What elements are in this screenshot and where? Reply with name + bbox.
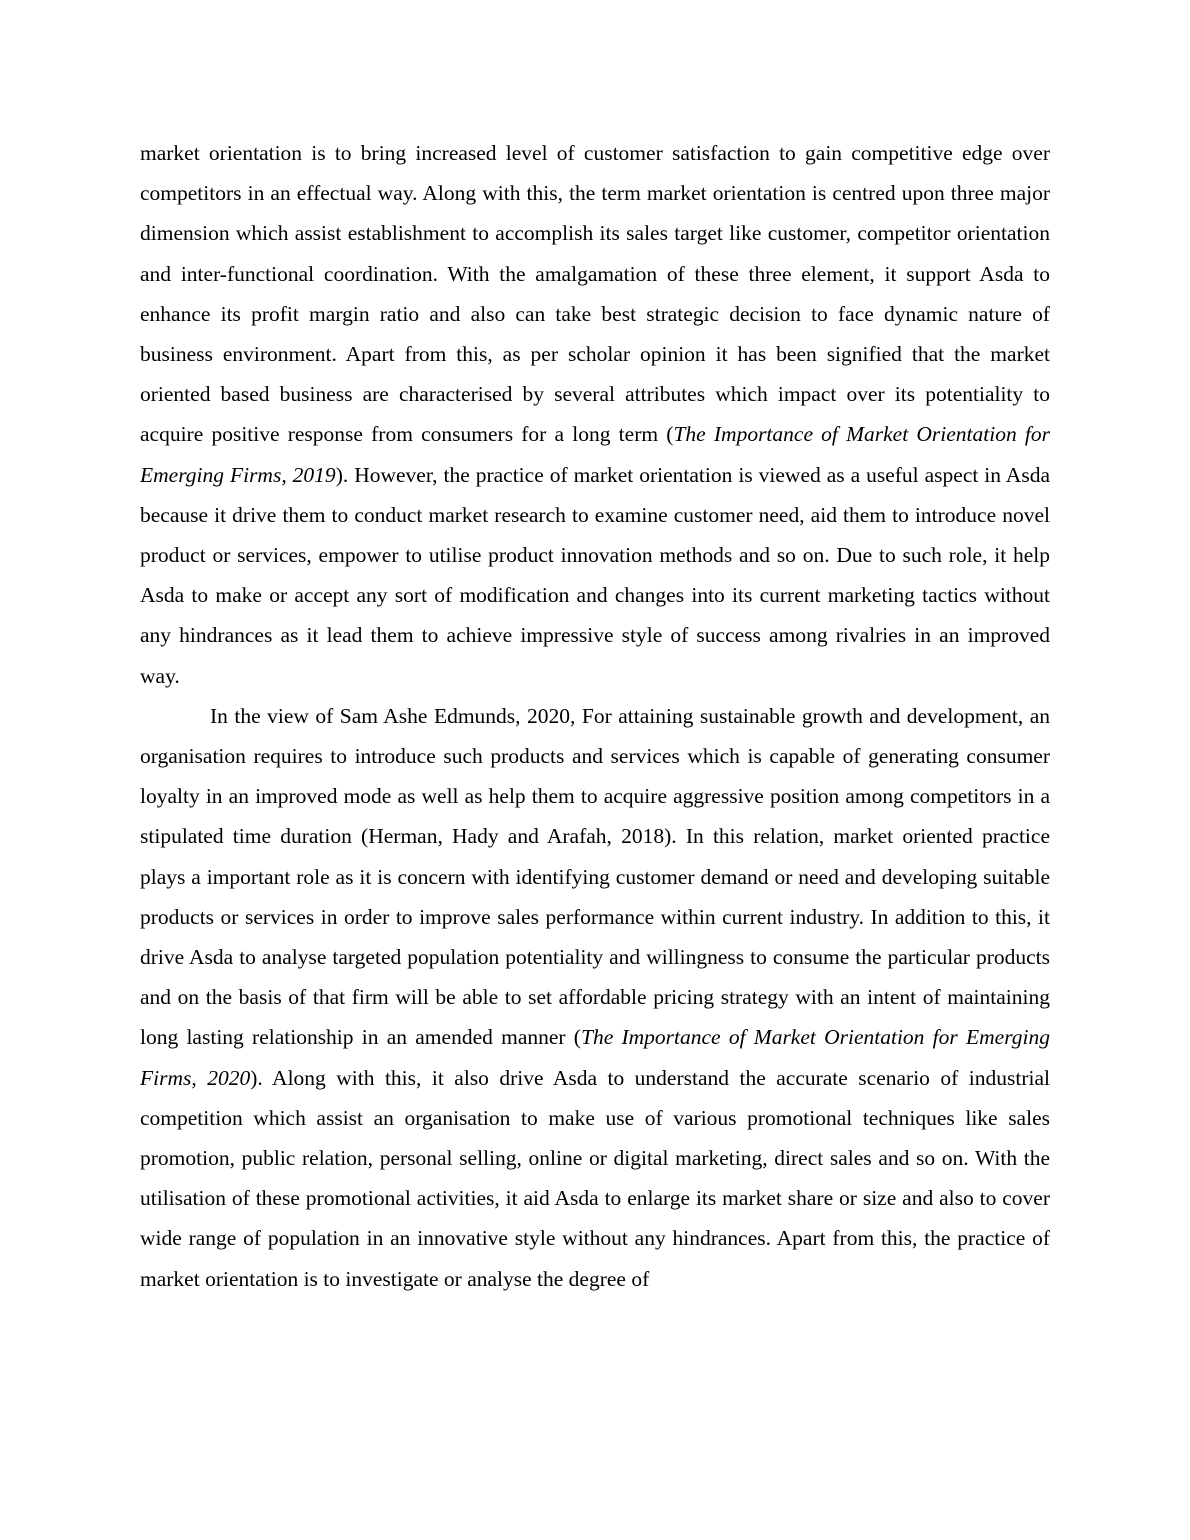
body-paragraph-1 [140, 133, 1050, 696]
paragraph-1-citation: The Importance of Market Orientation for Emerging Firms, 2019 [140, 422, 1050, 487]
body-paragraph-2 [140, 696, 1050, 1299]
document-page [140, 133, 1050, 1299]
paragraph-1-text: market orientation is to bring increased level of customer satisfaction to gain competitive edge over competitors in an effectual way. Along with this, the term market orientation is centred upon three major dimension which assist establishment to accomplish its sales target like customer, competitor orientation and inter-functional coordination. With the amalgamation of these three element, it support Asda to enhance its profit margin ratio and also can take best strategic decision to face dynamic nature of business environment. Apart from this, as per scholar opinion it has been signified that the market oriented based business are characterised by several attributes which impact over its potentiality to acquire positive response from consumers for a long term ( [140, 141, 1050, 447]
paragraph-2-text-continued: ). Along with this, it also drive Asda to understand the accurate scenario of industrial competition which assist an organisation to make use of various promotional techniques like sales promotion, public relation, personal selling, online or digital marketing, direct sales and so on. With the utilisation of these promotional activities, it aid Asda to enlarge its market share or size and also to cover wide range of population in an innovative style without any hindrances. Apart from this, the practice of market orientation is to investigate or analyse the degree of [140, 1065, 1050, 1291]
paragraph-2-text: In the view of Sam Ashe Edmunds, 2020, For attaining sustainable growth and development, an organisation requires to introduce such products and services which is capable of generating consumer loyalty in an improved mode as well as help them to acquire aggressive position among competitors in a stipulated time duration (Herman, Hady and Arafah, 2018). In this relation, market oriented practice plays a important role as it is concern with identifying customer demand or need and developing suitable products or services in order to improve sales performance within current industry. In addition to this, it drive Asda to analyse targeted population potentiality and willingness to consume the particular products and on the basis of that firm will be able to set affordable pricing strategy with an intent of maintaining long lasting relationship in an amended manner ( [140, 703, 1050, 1050]
paragraph-1-text-continued: ). However, the practice of market orientation is viewed as a useful aspect in Asda because it drive them to conduct market research to examine customer need, aid them to introduce novel product or services, empower to utilise product innovation methods and so on. Due to such role, it help Asda to make or accept any sort of modification and changes into its current marketing tactics without any hindrances as it lead them to achieve impressive style of success among rivalries in an improved way. [140, 462, 1050, 688]
paragraph-2-citation: The Importance of Market Orientation for Emerging Firms, 2020 [140, 1025, 1050, 1090]
